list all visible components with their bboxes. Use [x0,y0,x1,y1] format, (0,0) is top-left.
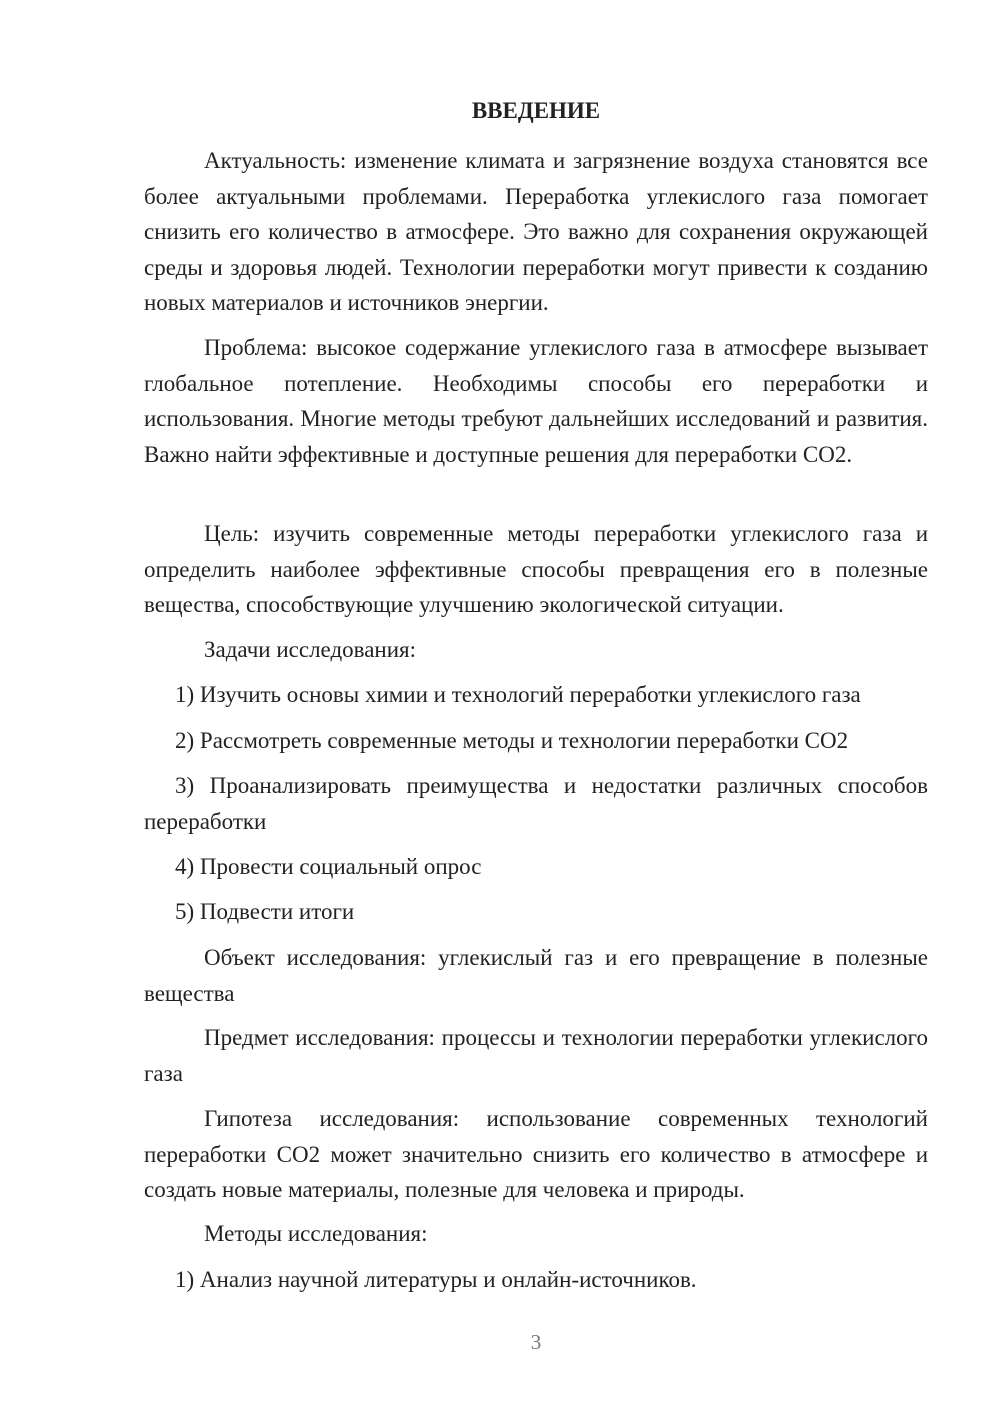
paragraph-tasks-heading: Задачи исследования: [204,637,417,662]
task-item-5: 5) Подвести итоги [175,899,355,924]
paragraph-goal: Цель: изучить современные методы переработки углекислого газа и определить наиболее эффективные способы превращения его в полезные вещества, способствующие улучшению экологической ситуации. [144,521,928,617]
task-item-2: 2) Рассмотреть современные методы и технологии переработки CO2 [175,728,849,753]
paragraph-hypothesis: Гипотеза исследования: использование современных технологий переработки CO2 может значительно снизить его количество в атмосфере и создать новые материалы, полезные для человека и природы. [144,1106,928,1202]
paragraph-object: Объект исследования: углекислый газ и его превращение в полезные вещества [144,945,928,1006]
paragraph-problem: Проблема: высокое содержание углекислого газа в атмосфере вызывает глобальное потепление. Необходимы способы его переработки и использования. Многие методы требуют дальнейших исследований и развития. Важно найти эффективные и доступные решения для переработки CO2. [144,335,928,467]
method-item-1: 1) Анализ научной литературы и онлайн-источников. [175,1267,697,1292]
paragraph-subject: Предмет исследования: процессы и технологии переработки углекислого газа [144,1025,928,1086]
paragraph-methods-heading: Методы исследования: [204,1221,428,1246]
paragraph-relevance: Актуальность: изменение климата и загрязнение воздуха становятся все более актуальными проблемами. Переработка углекислого газа помогает снизить его количество в атмосфере. Это важно для сохранения окружающей среды и здоровья людей. Технологии переработки могут привести к созданию новых материалов и источников энергии. [144,148,928,315]
task-item-4: 4) Провести социальный опрос [175,854,482,879]
task-item-1: 1) Изучить основы химии и технологий переработки углекислого газа [175,682,861,707]
page-number: 3 [530,1330,542,1354]
section-title: ВВЕДЕНИЕ [471,98,601,123]
task-item-3: 3) Проанализировать преимущества и недостатки различных способов переработки [144,773,928,834]
